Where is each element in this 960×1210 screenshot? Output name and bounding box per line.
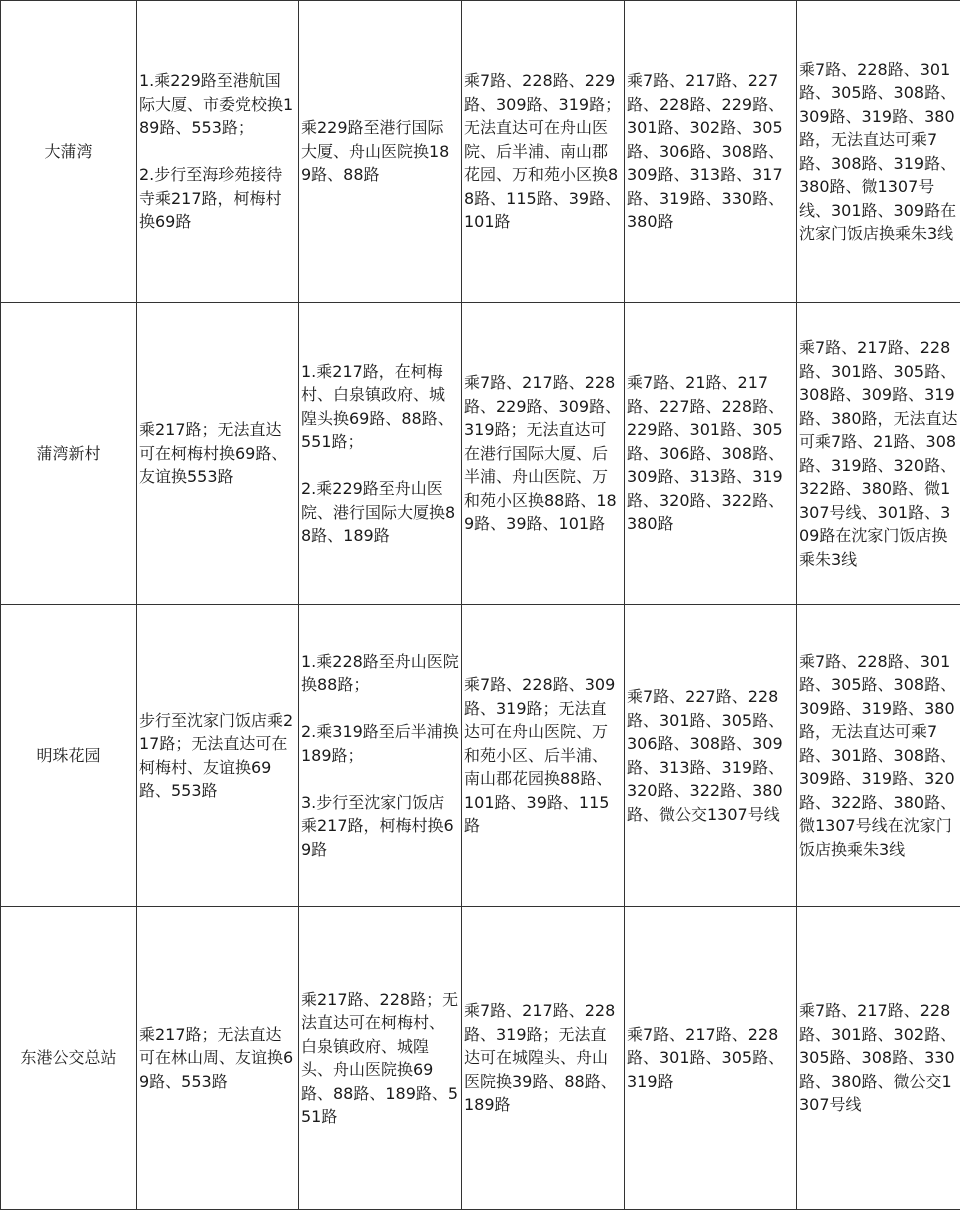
route-cell [299,303,462,605]
route-text: 1.乘228路至舟山医院换88路； [301,650,459,697]
stop-name: 大蒲湾 [1,1,137,303]
route-cell [462,303,625,605]
route-cell [462,907,625,1210]
route-text: 乘7路、21路、217路、227路、228路、229路、301路、305路、306路、308路、309路、313路、319路、320路、322路、380路 [627,371,794,536]
route-text: 乘7路、228路、229路、309路、319路；无法直达可在舟山医院、后半浦、南山郡花园、万和苑小区换88路、115路、39路、101路 [464,69,622,234]
route-text: 2.乘229路至舟山医院、港行国际大厦换88路、189路 [301,477,459,548]
route-cell [137,1,299,303]
route-text: 1.乘229路至港航国际大厦、市委党校换189路、553路； [139,69,296,140]
route-cell [137,605,299,907]
route-text: 乘217路、228路；无法直达可在柯梅村、白泉镇政府、城隍头、舟山医院换69路、88路、189路、551路 [301,988,459,1129]
route-cell [137,907,299,1210]
route-text: 1.乘217路，在柯梅村、白泉镇政府、城隍头换69路、88路、551路； [301,360,459,454]
route-cell [797,605,960,907]
route-text: 乘217路；无法直达可在林山周、友谊换69路、553路 [139,1023,296,1094]
route-cell [797,907,960,1210]
route-cell [797,303,960,605]
route-text: 乘7路、227路、228路、301路、305路、306路、308路、309路、313路、319路、320路、322路、380路、微公交1307号线 [627,685,794,826]
route-text: 乘7路、228路、301路、305路、308路、309路、319路、380路，无法直达可乘7路、308路、319路、380路、微1307号线、301路、309路在沈家门饭店换乘朱3线 [799,58,958,246]
route-cell [625,1,797,303]
route-cell [625,303,797,605]
route-cell [299,605,462,907]
table-row [1,605,960,907]
route-cell [462,605,625,907]
table-row [1,1,960,303]
route-text: 步行至沈家门饭店乘217路；无法直达可在柯梅村、友谊换69路、553路 [139,709,296,803]
route-cell [299,907,462,1210]
route-text: 乘7路、217路、228路、319路；无法直达可在城隍头、舟山医院换39路、88路、189路 [464,999,622,1117]
route-cell [299,1,462,303]
route-text: 乘7路、217路、228路、301路、305路、319路 [627,1023,794,1094]
stop-name: 明珠花园 [1,605,137,907]
route-text: 乘229路至港行国际大厦、舟山医院换189路、88路 [301,116,459,187]
stop-name: 蒲湾新村 [1,303,137,605]
route-text: 乘217路；无法直达可在柯梅村换69路、友谊换553路 [139,418,296,489]
route-text: 乘7路、217路、228路、301路、305路、308路、309路、319路、380路，无法直达可乘7路、21路、308路、319路、320路、322路、380路、微1307号线、301路、309路在沈家门饭店换乘朱3线 [799,336,958,571]
route-cell [137,303,299,605]
route-cell [462,1,625,303]
route-text: 2.乘319路至后半浦换189路； [301,720,459,767]
table-row [1,303,960,605]
route-text: 3.步行至沈家门饭店乘217路，柯梅村换69路 [301,791,459,862]
stop-name: 东港公交总站 [1,907,137,1210]
route-text: 乘7路、228路、301路、305路、308路、309路、319路、380路，无法直达可乘7路、301路、308路、309路、319路、320路、322路、380路、微1307号线在沈家门饭店换乘朱3线 [799,650,958,862]
route-cell [625,907,797,1210]
route-cell [797,1,960,303]
route-cell [625,605,797,907]
route-text: 乘7路、217路、227路、228路、229路、301路、302路、305路、306路、308路、309路、313路、317路、319路、330路、380路 [627,69,794,234]
route-text: 2.步行至海珍苑接待寺乘217路，柯梅村换69路 [139,163,296,234]
route-text: 乘7路、217路、228路、229路、309路、319路；无法直达可在港行国际大厦、后半浦、舟山医院、万和苑小区换88路、189路、39路、101路 [464,371,622,536]
route-text: 乘7路、228路、309路、319路；无法直达可在舟山医院、万和苑小区、后半浦、南山郡花园换88路、101路、39路、115路 [464,673,622,838]
route-text: 乘7路、217路、228路、301路、302路、305路、308路、330路、380路、微公交1307号线 [799,999,958,1117]
table-row [1,907,960,1210]
